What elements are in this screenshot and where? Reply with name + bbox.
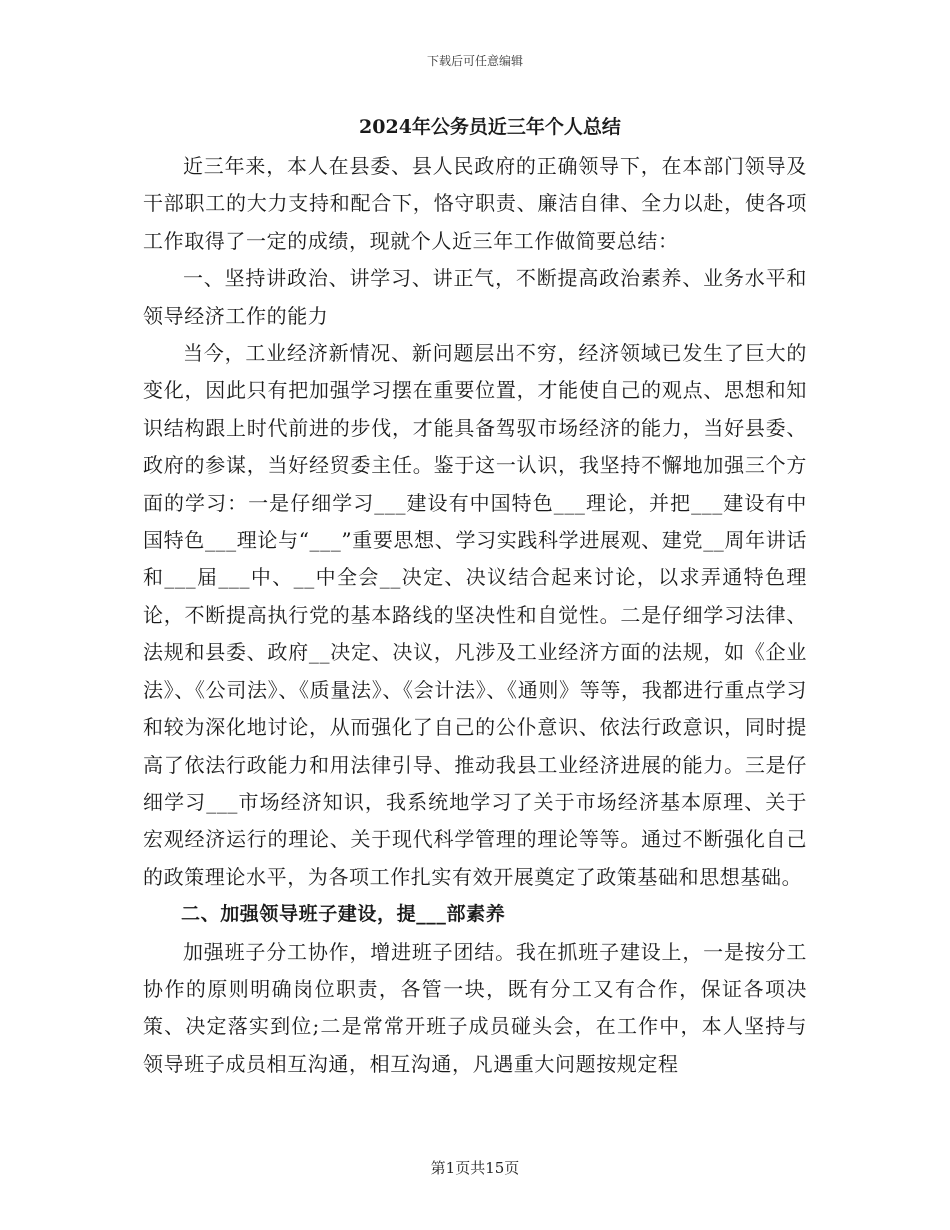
paragraph-team: 加强班子分工协作，增进班子团结。我在抓班子建设上，一是按分工协作的原则明确岗位职责，各管一块，既有分工又有合作，保证各项决策、决定落实到位;二是常常开班子成员碰头会，在工作中，本人坚持与领导班子成员相互沟通，相互沟通，凡遇重大问题按规定程 <box>143 939 807 1076</box>
document-title: 2024年公务员近三年个人总结 <box>359 116 621 138</box>
section-heading-1: 一、坚持讲政治、讲学习、讲正气，不断提高政治素养、业务水平和领导经济工作的能力 <box>143 266 807 328</box>
page-footer: 第1页共15页 <box>430 1159 520 1177</box>
header-note: 下载后可任意编辑 <box>426 54 523 68</box>
paragraph-intro: 近三年来，本人在县委、县人民政府的正确领导下，在本部门领导及干部职工的大力支持和配合下，恪守职责、廉洁自律、全力以赴，使各项工作取得了一定的成绩，现就个人近三年工作做简要总结： <box>143 154 807 253</box>
document-body <box>143 112 807 1083</box>
section-heading-2: 二、加强领导班子建设，提___部素养 <box>181 903 506 926</box>
paragraph-study: 当今，工业经济新情况、新问题层出不穷，经济领域已发生了巨大的变化，因此只有把加强学习摆在重要位置，才能使自己的观点、思想和知识结构跟上时代前进的步伐，才能具备驾驭市场经济的能力，当好县委、政府的参谋，当好经贸委主任。鉴于这一认识，我坚持不懈地加强三个方面的学习：一是仔细学习___建设有中国特色___理论，并把___建设有中国特色___理论与“___”重要思想、学习实践科学进展观、建党__周年讲话和___届___中、__中全会__决定、决议结合起来讨论，以求弄通特色理论，不断提高执行党的基本路线的坚决性和自觉性。二是仔细学习法律、法规和县委、政府__决定、决议，凡涉及工业经济方面的法规，如《企业法》、《公司法》、《质量法》、《会计法》、《通则》等等，我都进行重点学习和较为深化地讨论，从而强化了自己的公仆意识、依法行政意识，同时提高了依法行政能力和用法律引导、推动我县工业经济进展的能力。三是仔细学习___市场经济知识，我系统地学习了关于市场经济基本原理、关于宏观经济运行的理论、关于现代科学管理的理论等等。通过不断强化自己的政策理论水平，为各项工作扎实有效开展奠定了政策基础和思想基础。 <box>143 341 807 889</box>
